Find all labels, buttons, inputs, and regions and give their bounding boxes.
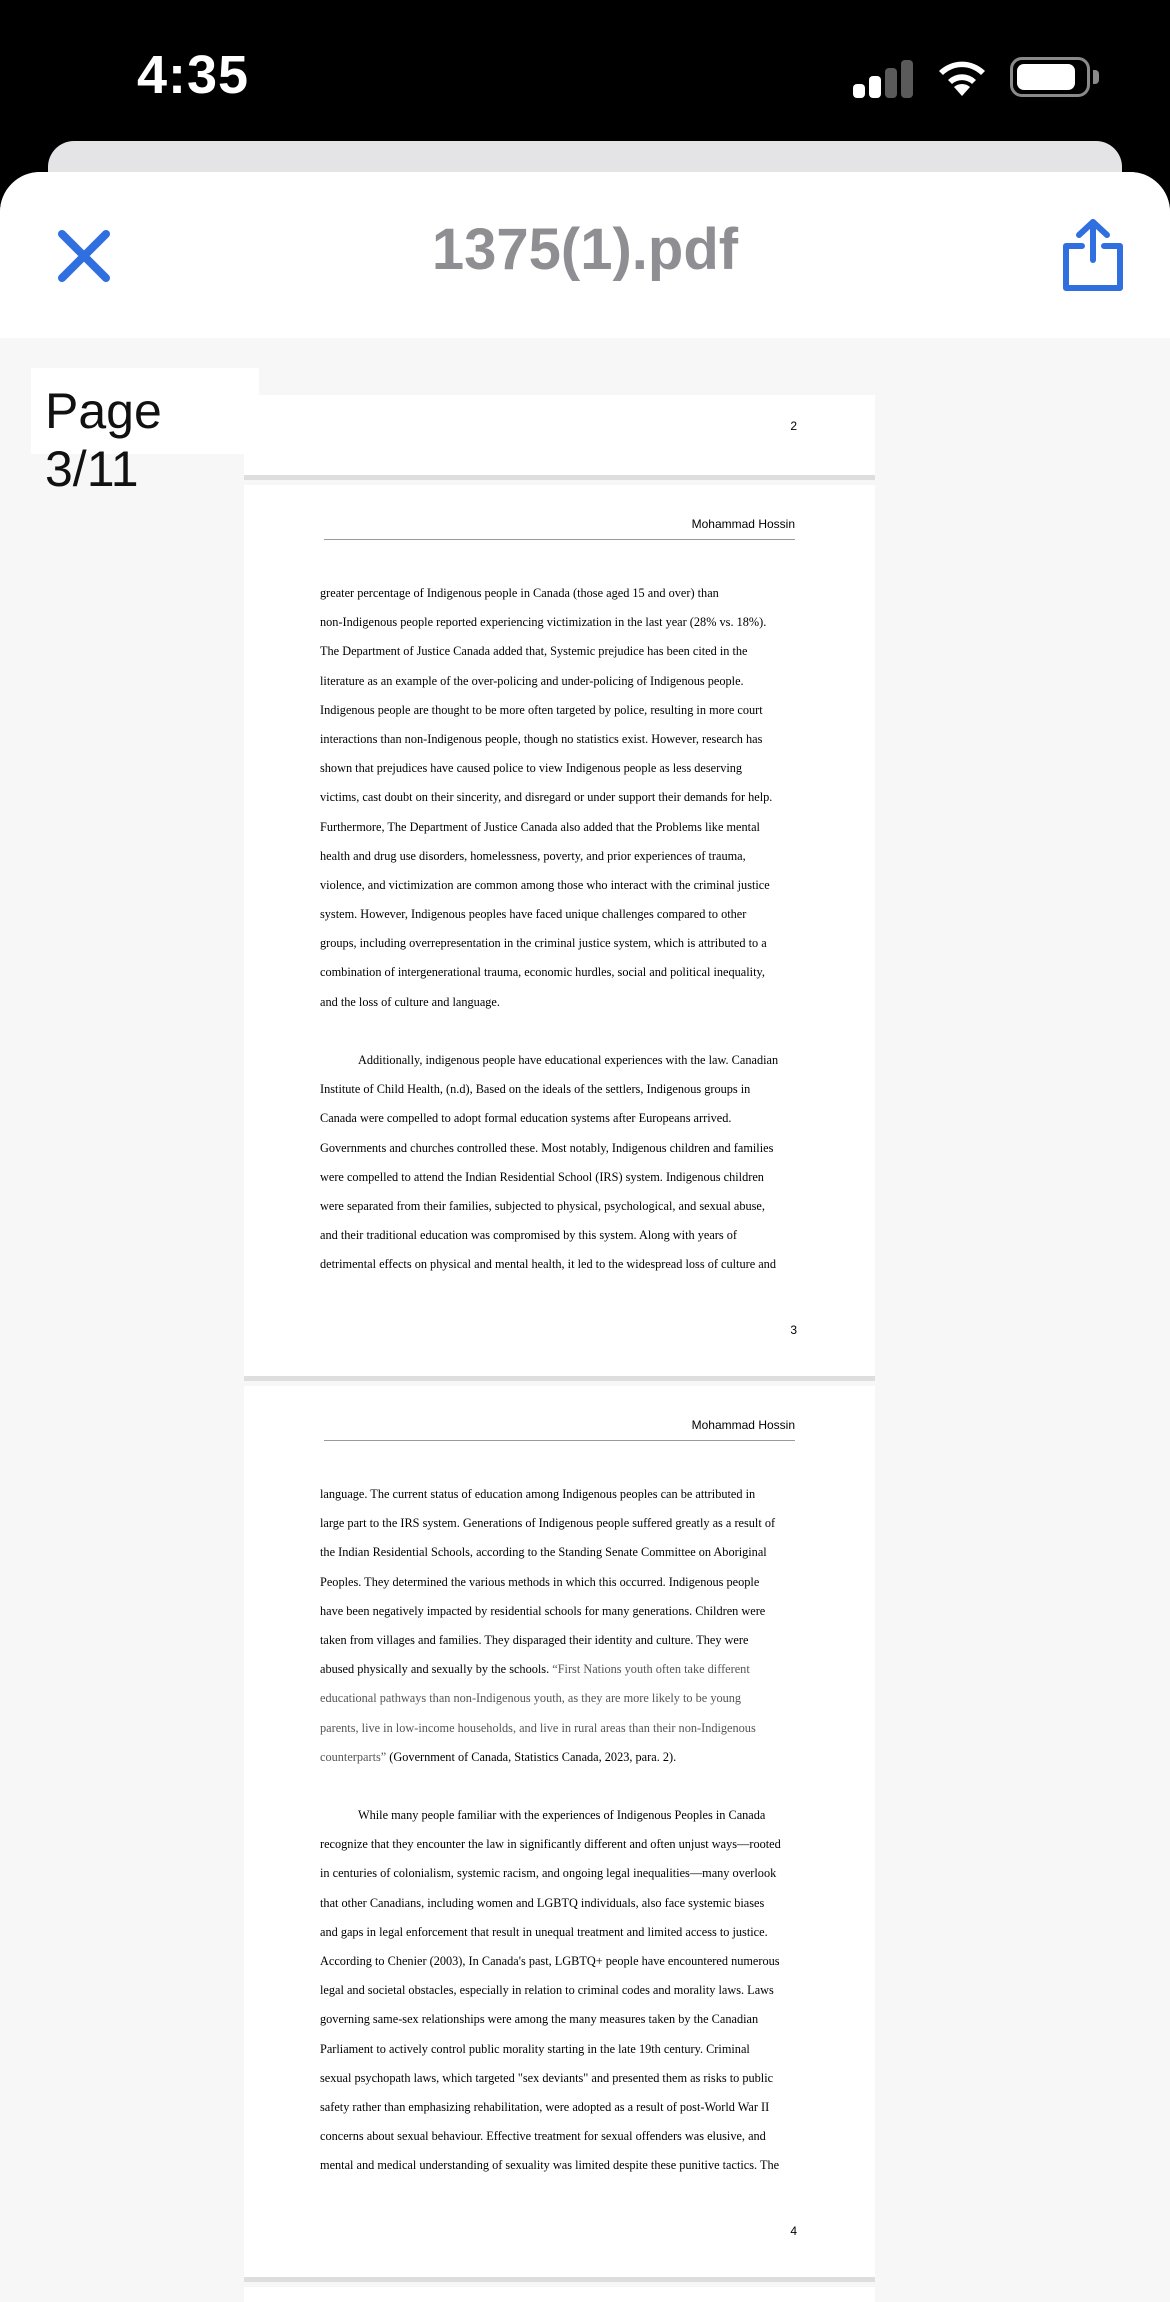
- text-line: victims, cast doubt on their sincerity, and disregard or under support their demands for help.: [320, 790, 773, 805]
- text-line: were compelled to attend the Indian Residential School (IRS) system. Indigenous children: [320, 1169, 764, 1184]
- text-line: mental and medical understanding of sexuality was limited despite these punitive tactics. The: [320, 2158, 780, 2173]
- text-line: and their traditional education was compromised by this system. Along with years of: [320, 1228, 737, 1243]
- navigation-bar: [0, 172, 1170, 338]
- text-line: combination of intergenerational trauma, economic hurdles, social and political inequality,: [320, 965, 765, 980]
- pdf-page-3: [244, 485, 875, 1381]
- text-line: Canada were compelled to adopt formal education systems after Europeans arrived.: [320, 1111, 732, 1126]
- text-line: Peoples. They determined the various methods in which this occurred. Indigenous people: [320, 1574, 760, 1589]
- text-line: Parliament to actively control public morality starting in the late 19th century. Criminal: [320, 2041, 750, 2056]
- pdf-preview-sheet: [0, 172, 1170, 2302]
- text-line: While many people familiar with the experiences of Indigenous Peoples in Canada: [358, 1808, 766, 1823]
- text-line: [320, 1743, 810, 1772]
- page-4-body: [320, 1480, 810, 2181]
- text-line: system. However, Indigenous peoples have faced unique challenges compared to other: [320, 907, 747, 922]
- page-3-body: [320, 579, 810, 1280]
- quote-lead: abused physically and sexually by the schools.: [320, 1662, 553, 1677]
- battery-icon: [1010, 57, 1090, 97]
- text-line: that other Canadians, including women and LGBTQ individuals, also face systemic biases: [320, 1895, 765, 1910]
- page-indicator: [31, 368, 259, 497]
- quote-text: “First Nations youth often take different: [552, 1662, 750, 1677]
- text-line: greater percentage of Indigenous people in Canada (those aged 15 and over) than: [320, 586, 719, 600]
- paragraph-gap: [320, 1017, 810, 1046]
- pdf-page-4: [244, 1386, 875, 2282]
- text-line: recognize that they encounter the law in significantly different and often unjust ways—rooted: [320, 1837, 781, 1852]
- quote-line: parents, live in low-income households, and live in rural areas than their non-Indigenous: [320, 1720, 756, 1735]
- text-line: concerns about sexual behaviour. Effective treatment for sexual offenders was elusive, and: [320, 2129, 766, 2144]
- text-line: shown that prejudices have caused police to view Indigenous people as less deserving: [320, 761, 743, 776]
- quote-text: counterparts”: [320, 1749, 387, 1764]
- text-line: in centuries of colonialism, systemic racism, and ongoing legal inequalities—many overlook: [320, 1866, 777, 1881]
- text-line: and gaps in legal enforcement that result in unequal treatment and limited access to justice.: [320, 1924, 768, 1939]
- text-line: safety rather than emphasizing rehabilitation, were adopted as a result of post-World War II: [320, 2099, 770, 2114]
- citation: (Government of Canada, Statistics Canada, 2023, para. 2).: [386, 1749, 677, 1764]
- text-line: groups, including overrepresentation in the criminal justice system, which is attributed to a: [320, 936, 767, 951]
- text-line: The Department of Justice Canada added that, Systemic prejudice has been cited in the: [320, 644, 748, 659]
- document-title: 1375(1).pdf: [431, 217, 739, 282]
- text-line: and the loss of culture and language.: [320, 994, 500, 1009]
- text-line: non-Indigenous people reported experiencing victimization in the last year (28% vs. 18%).: [320, 615, 767, 630]
- text-line: sexual psychopath laws, which targeted "sex deviants" and presented them as risks to public: [320, 2070, 774, 2085]
- text-line: According to Chenier (2003), In Canada's past, LGBTQ+ people have encountered numerous: [320, 1954, 780, 1968]
- page-number: 4: [790, 2224, 797, 2238]
- cellular-signal-icon: [853, 58, 915, 98]
- page-number: 2: [790, 419, 797, 433]
- text-line: were separated from their families, subjected to physical, psychological, and sexual abuse,: [320, 1198, 765, 1213]
- text-line: have been negatively impacted by residential schools for many generations. Children were: [320, 1603, 766, 1618]
- text-line: Governments and churches controlled these. Most notably, Indigenous children and families: [320, 1140, 774, 1155]
- share-button[interactable]: [1060, 216, 1126, 292]
- text-line: taken from villages and families. They disparaged their identity and culture. They were: [320, 1632, 749, 1647]
- share-icon: [1066, 222, 1120, 288]
- paragraph-gap: [320, 1772, 810, 1801]
- text-line: Indigenous people are thought to be more often targeted by police, resulting in more court: [320, 702, 763, 717]
- battery-level: [1017, 64, 1075, 90]
- header-author: Mohammad Hossin: [691, 517, 795, 531]
- quote-line: educational pathways than non-Indigenous youth, as they are more likely to be young: [320, 1691, 742, 1706]
- text-line: the Indian Residential Schools, according to the Standing Senate Committee on Aboriginal: [320, 1545, 767, 1560]
- text-line: language. The current status of education among Indigenous peoples can be attributed in: [320, 1487, 756, 1501]
- running-header: [324, 510, 795, 540]
- page-number: 3: [790, 1323, 797, 1337]
- pdf-viewer[interactable]: [0, 338, 1170, 2302]
- battery-nub: [1093, 70, 1099, 84]
- header-author: Mohammad Hossin: [691, 1418, 795, 1432]
- text-line: literature as an example of the over-policing and under-policing of Indigenous people.: [320, 673, 744, 688]
- text-line: [320, 1655, 810, 1684]
- text-line: health and drug use disorders, homelessness, poverty, and prior experiences of trauma,: [320, 848, 746, 863]
- text-line: large part to the IRS system. Generations of Indigenous people suffered greatly as a result of: [320, 1516, 776, 1531]
- text-line: governing same-sex relationships were among the many measures taken by the Canadian: [320, 2012, 759, 2027]
- text-line: Institute of Child Health, (n.d), Based on the ideals of the settlers, Indigenous groups in: [320, 1082, 751, 1097]
- text-line: detrimental effects on physical and mental health, it led to the widespread loss of culture and: [320, 1257, 776, 1272]
- status-time: 4:35: [137, 45, 250, 105]
- text-line: violence, and victimization are common among those who interact with the criminal justice: [320, 877, 770, 892]
- text-line: Furthermore, The Department of Justice Canada also added that the Problems like mental: [320, 819, 760, 834]
- text-line: Additionally, indigenous people have educational experiences with the law. Canadian: [358, 1053, 779, 1067]
- status-bar: [0, 0, 1170, 150]
- text-line: interactions than non-Indigenous people, though no statistics exist. However, research has: [320, 731, 763, 746]
- running-header: [324, 1411, 795, 1441]
- page-indicator-label: Page 3/11: [45, 383, 162, 497]
- wifi-icon: [933, 56, 991, 98]
- text-line: legal and societal obstacles, especially in relation to criminal codes and morality laws. Laws: [320, 1983, 774, 1998]
- pdf-page-2: [244, 395, 875, 480]
- pdf-page-5: [244, 2287, 875, 2302]
